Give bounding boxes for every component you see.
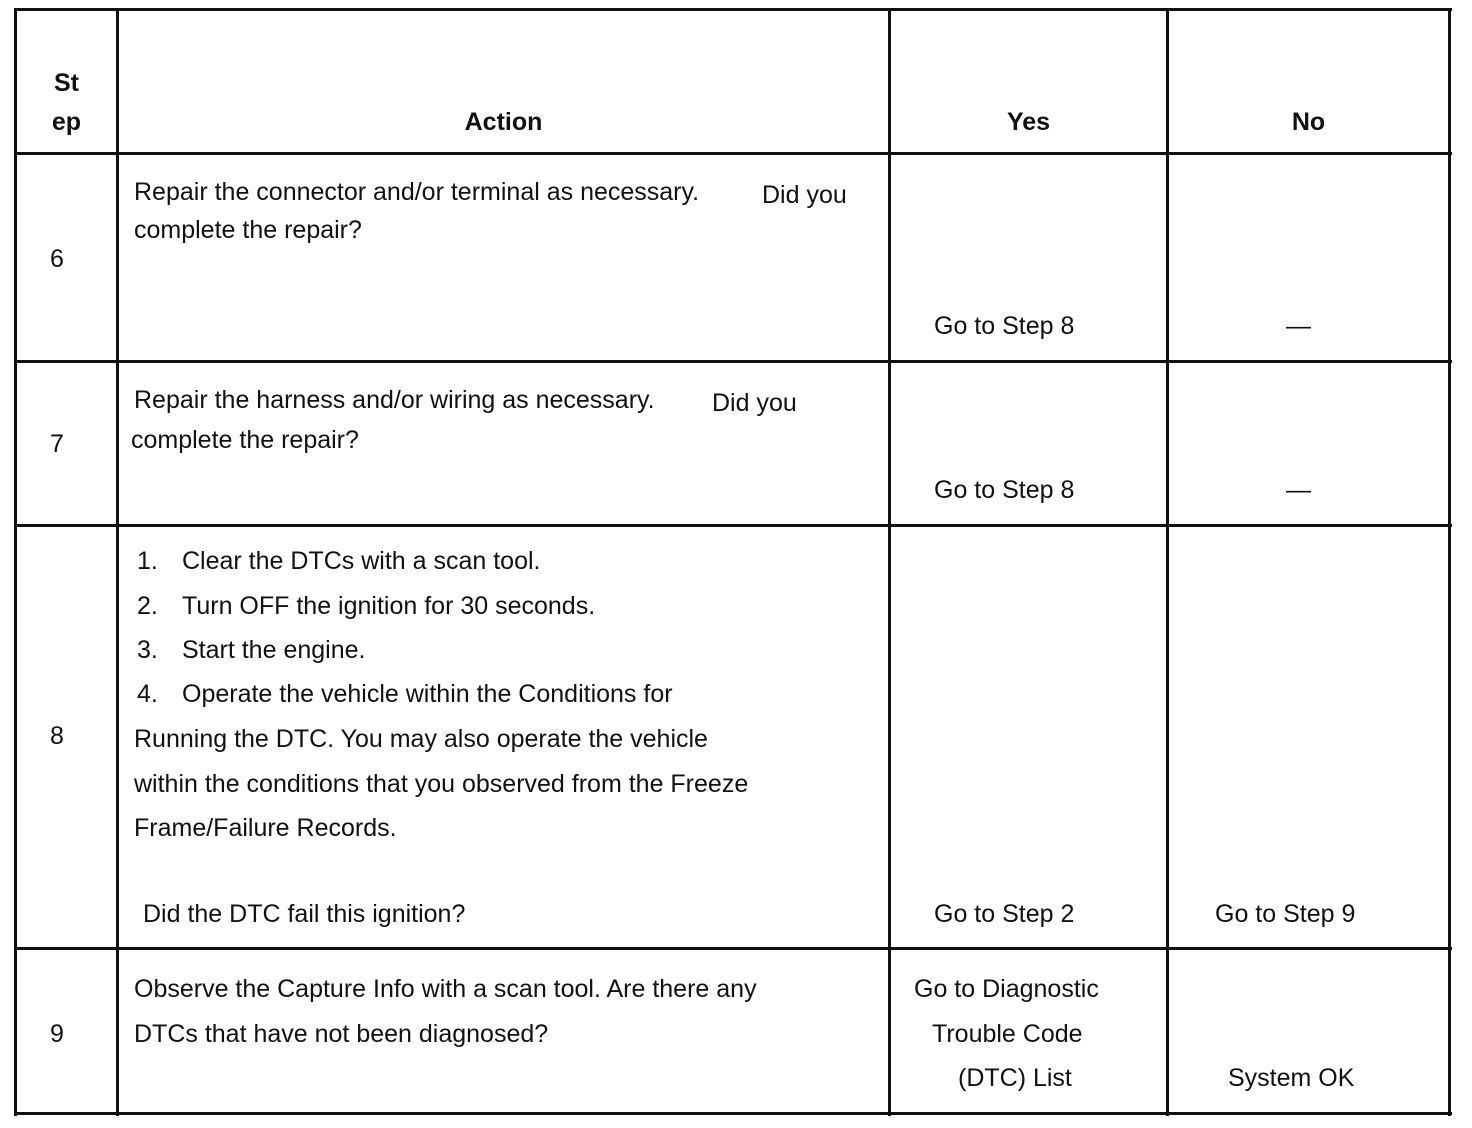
action-text: Did you: [712, 389, 797, 417]
action-text: DTCs that have not been diagnosed?: [134, 1020, 549, 1048]
table-border-bottom: [14, 1112, 1452, 1115]
no-result: System OK: [1228, 1064, 1355, 1092]
row-divider: [14, 947, 1452, 950]
action-text: Repair the harness and/or wiring as necessary.: [134, 386, 655, 414]
step-number: 7: [50, 430, 64, 458]
table-border-right: [1448, 9, 1451, 1116]
yes-result: (DTC) List: [958, 1064, 1072, 1092]
action-text: Repair the connector and/or terminal as necessary.: [134, 178, 700, 206]
header-step-line2: ep: [51, 108, 82, 136]
list-number: 3.: [137, 636, 158, 664]
yes-result: Go to Step 2: [934, 900, 1075, 928]
list-item: Operate the vehicle within the Conditions for: [182, 680, 673, 708]
header-action: Action: [464, 108, 543, 136]
action-text: within the conditions that you observed from the Freeze: [134, 770, 749, 798]
yes-result: Go to Step 8: [934, 476, 1075, 504]
table-border-top: [14, 8, 1452, 11]
column-divider: [888, 9, 891, 1116]
row-divider: [14, 360, 1452, 363]
header-no: No: [1291, 108, 1326, 136]
no-result: —: [1286, 312, 1311, 340]
step-number: 8: [50, 722, 64, 750]
no-result: Go to Step 9: [1215, 900, 1356, 928]
column-divider: [116, 9, 119, 1116]
yes-result: Go to Step 8: [934, 312, 1075, 340]
header-step-line1: St: [54, 69, 79, 97]
step-number: 6: [50, 245, 64, 273]
column-divider: [1166, 9, 1169, 1116]
row-divider: [14, 524, 1452, 527]
action-text: Running the DTC. You may also operate the vehicle: [134, 725, 708, 753]
table-border-left: [14, 9, 17, 1116]
action-question: Did the DTC fail this ignition?: [143, 900, 466, 928]
list-number: 2.: [137, 592, 158, 620]
list-number: 4.: [137, 680, 158, 708]
header-divider: [14, 152, 1452, 155]
action-text: complete the repair?: [131, 426, 359, 454]
list-number: 1.: [137, 547, 158, 575]
list-item: Turn OFF the ignition for 30 seconds.: [182, 592, 596, 620]
action-text: complete the repair?: [134, 216, 362, 244]
action-text: Frame/Failure Records.: [134, 814, 397, 842]
yes-result: Trouble Code: [932, 1020, 1083, 1048]
list-item: Start the engine.: [182, 636, 366, 664]
list-item: Clear the DTCs with a scan tool.: [182, 547, 541, 575]
header-yes: Yes: [1006, 108, 1051, 136]
yes-result: Go to Diagnostic: [914, 975, 1099, 1003]
action-text: Did you: [762, 181, 847, 209]
no-result: —: [1286, 476, 1311, 504]
step-number: 9: [50, 1020, 64, 1048]
action-text: Observe the Capture Info with a scan tool. Are there any: [134, 975, 757, 1003]
